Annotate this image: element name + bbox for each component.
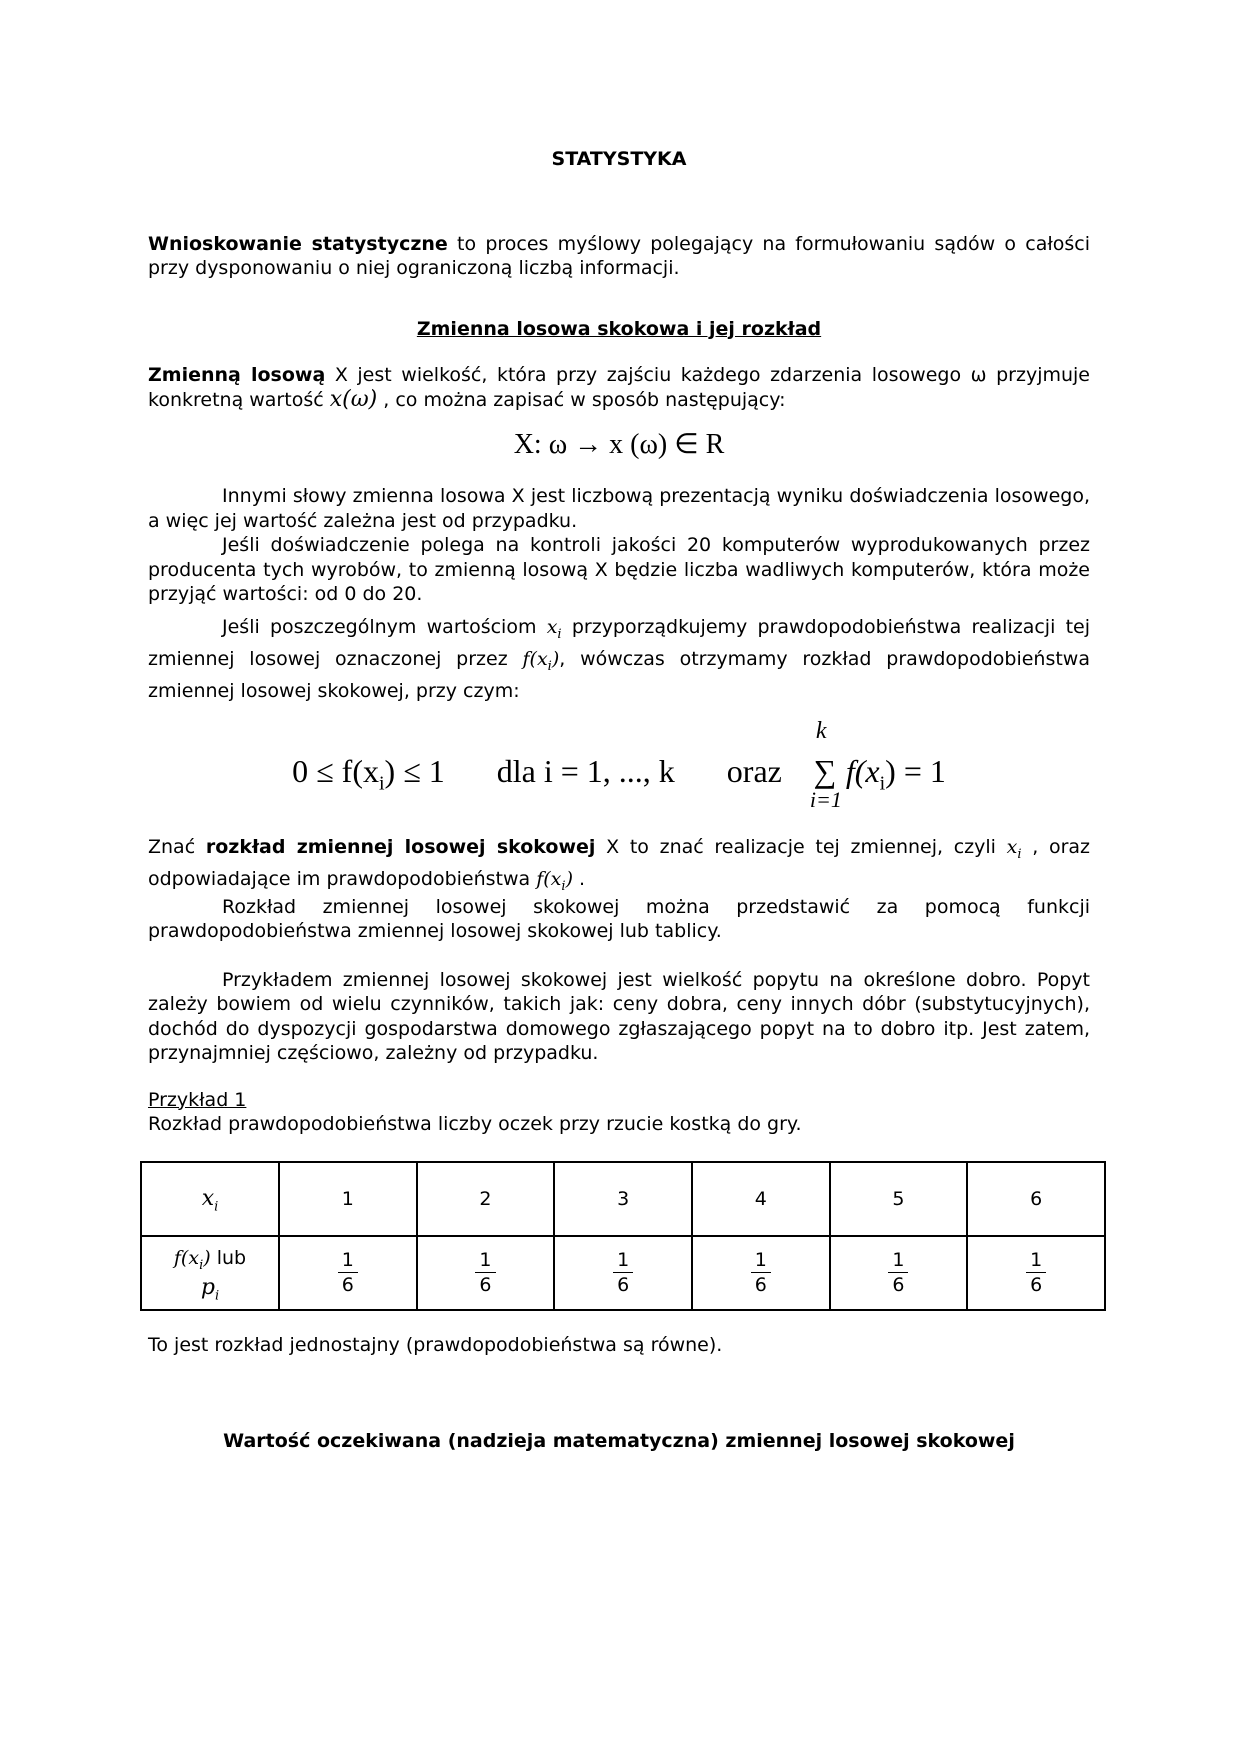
table-cell-fraction: $\frac{1}{6}$: [417, 1236, 555, 1310]
paragraph-znac: Znać rozkład zmiennej losowej skokowej X to znać realizacje tej zmiennej, czyli $x_i$ , oraz odpowiadające im prawdopodobieństwa $f(x_i)$ .: [148, 835, 1091, 894]
table-cell: 5: [830, 1162, 968, 1236]
table-cell-fraction: $\frac{1}{6}$: [967, 1236, 1105, 1310]
example-description: Rozkład prawdopodobieństwa liczby oczek przy rzucie kostką do gry.: [148, 1113, 802, 1135]
table-cell: 2: [417, 1162, 555, 1236]
table-conclusion: To jest rozkład jednostajny (prawdopodobieństwa są równe).: [148, 1333, 723, 1356]
paragraph-example-computers: Jeśli doświadczenie polega na kontroli jakości 20 komputerów wyprodukowanych przez producenta tych wyrobów, to zmienną losową X będzie liczba wadliwych komputerów, która może przyjąć wartości: od 0 do 20.: [148, 534, 1090, 605]
row-header-x: $x_i$: [141, 1162, 279, 1236]
row-header-f: $f(x_i)$ lub $p_i$: [141, 1236, 279, 1310]
paragraph-innymi: Innymi słowy zmienna losowa X jest liczbową prezentacją wyniku doświadczenia losowego, a więc jej wartość zależna jest od przypadku.: [148, 485, 1090, 532]
table-row-values: [141, 1162, 1105, 1236]
page-title: STATYSTYKA: [551, 148, 687, 170]
table-row-probabilities: [141, 1236, 1105, 1310]
sum-symbol: ∑ k i=1: [809, 717, 842, 812]
paragraph-table-form: Rozkład zmiennej losowej skokowej można przedstawić za pomocą funkcji prawdopodobieństwa zmiennej losowej skokowej lub tablicy.: [148, 895, 1090, 942]
paragraph-random-variable: Zmienną losową X jest wielkość, która przy zajściu każdego zdarzenia losowego ω przyjmuje konkretną wartość x(ω) , co można zapisać w sposób następujący:: [148, 364, 1090, 412]
table-cell: 3: [554, 1162, 692, 1236]
table-cell-fraction: $\frac{1}{6}$: [830, 1236, 968, 1310]
section-heading: Zmienna losowa skokowa i jej rozkład: [416, 317, 822, 340]
formula-mapping: X: ω → x (ω) ∈ R: [513, 429, 725, 460]
table-cell-fraction: $\frac{1}{6}$: [279, 1236, 417, 1310]
paragraph-definition: Wnioskowanie statystyczne to proces myślowy polegający na formułowaniu sądów o całości przy dysponowaniu o niej ograniczoną liczbą informacji.: [148, 232, 1090, 279]
formula-probability-conditions: $0 \le f(x_i) \le 1$ dla i = 1, ..., k oraz ∑ k i=1 $f(x_i) = 1$: [292, 717, 946, 812]
table-cell-fraction: $\frac{1}{6}$: [554, 1236, 692, 1310]
probability-table: [140, 1161, 1106, 1311]
paragraph-demand-example: Przykładem zmiennej losowej skokowej jest wielkość popytu na określone dobro. Popyt zależy bowiem od wielu czynników, takich jak: ceny dobra, ceny innych dóbr (substytucyjnych), dochód do dyspozycji gospodarstwa domowego zgłaszającego popyt na to dobro itp. Jest zatem, przynajmniej częściowo, zależny od przypadku.: [148, 968, 1090, 1064]
paragraph-distribution: Jeśli poszczególnym wartościom $x_i$ przyporządkujemy prawdopodobieństwa realizacji tej zmiennej losowej oznaczonej przez $f(x_i)$, wówczas otrzymamy rozkład prawdopodobieństwa zmiennej losowej skokowej, przy czym:: [148, 615, 1090, 702]
table-cell-fraction: $\frac{1}{6}$: [692, 1236, 830, 1310]
table-cell: 1: [279, 1162, 417, 1236]
table-cell: 6: [967, 1162, 1105, 1236]
section-heading-expected-value: Wartość oczekiwana (nadzieja matematyczna) zmiennej losowej skokowej: [223, 1430, 1015, 1452]
table-cell: 4: [692, 1162, 830, 1236]
document-page: [148, 147, 1090, 1454]
example-label: Przykład 1: [148, 1088, 247, 1111]
